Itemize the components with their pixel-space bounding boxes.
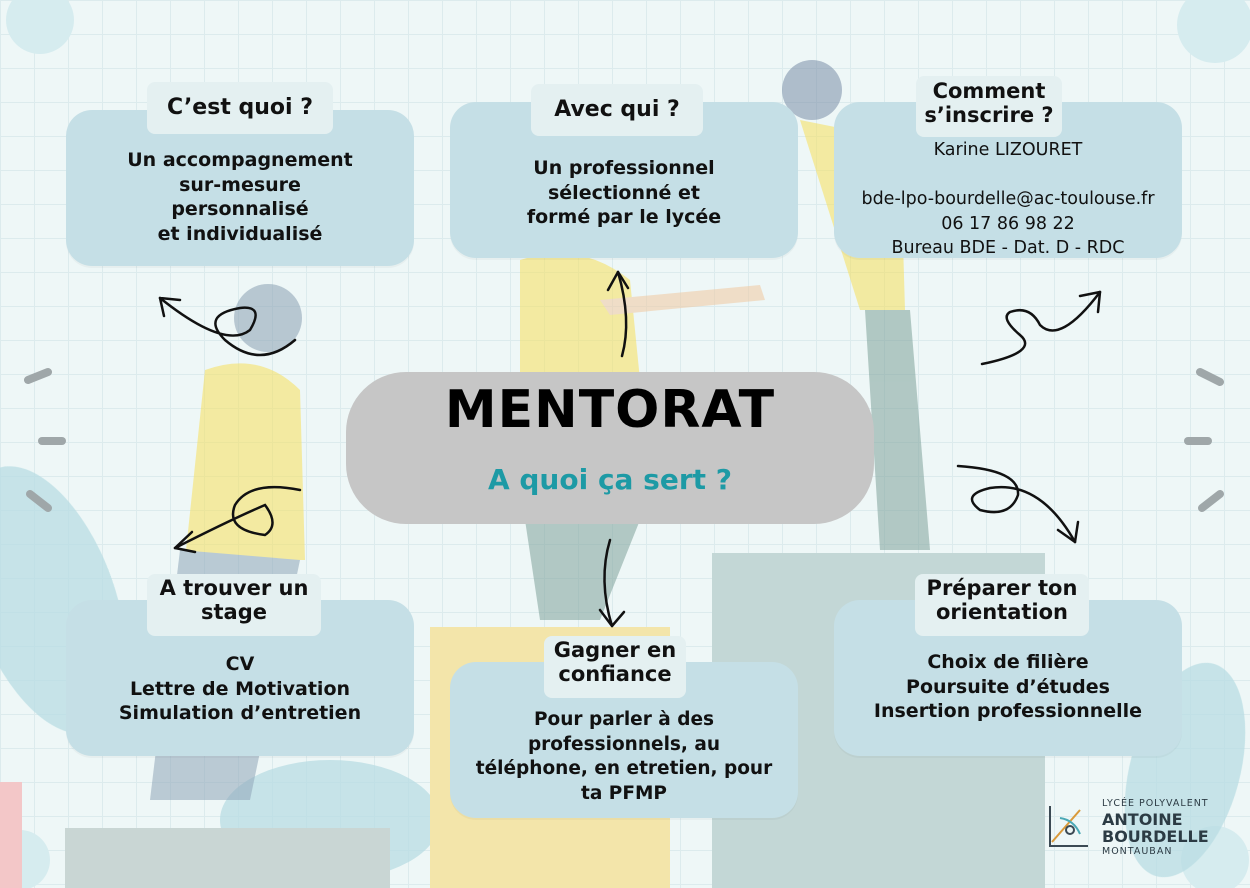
card-stage-title: A trouver un stage (147, 574, 321, 636)
school-logo (1040, 792, 1220, 862)
card-orientation-body: Choix de filière Poursuite d’études Insertion professionnelle (873, 651, 1143, 722)
logo-top-text: LYCÉE POLYVALENT (1102, 798, 1209, 809)
card-avec-qui-body: Un professionnel sélectionné et formé par le lycée (526, 157, 722, 228)
logo-bottom-text: MONTAUBAN (1102, 846, 1173, 857)
arrow-to-orientation-icon (958, 466, 1078, 542)
arrow-to-cest-quoi-icon (160, 298, 295, 355)
card-cest-quoi-title: C’est quoi ? (147, 82, 333, 134)
card-avec-qui-title: Avec qui ? (531, 84, 703, 136)
arrow-to-avec-qui-icon (608, 272, 628, 356)
card-orientation-title: Préparer ton orientation (915, 574, 1089, 636)
center-pill (346, 372, 874, 524)
card-stage-body: CV Lettre de Motivation Simulation d’entretien (118, 653, 362, 724)
card-confiance-body: Pour parler à des professionnels, au téléphone, en etretien, pour ta PFMP (475, 709, 773, 804)
logo-line2: BOURDELLE (1102, 827, 1209, 846)
arrow-to-stage-icon (175, 487, 300, 552)
arrow-to-confiance-icon (600, 540, 624, 626)
center-subtitle: A quoi ça sert ? (487, 463, 733, 496)
card-cest-quoi-body: Un accompagnement sur-mesure personnalisé et individualisé (127, 149, 353, 245)
card-comment-body: Karine LIZOURET bde-lpo-bourdelle@ac-toulouse.fr 06 17 86 98 22 Bureau BDE - Dat. D - RDC (861, 140, 1155, 258)
card-comment-title: Comment s’inscrire ? (916, 76, 1062, 137)
arrow-to-comment-icon (982, 292, 1100, 364)
center-title: MENTORAT (444, 380, 776, 440)
logo-line1: ANTOINE (1102, 810, 1183, 829)
card-confiance-title: Gagner en confiance (544, 636, 686, 698)
logo-mark-icon (1040, 798, 1096, 854)
